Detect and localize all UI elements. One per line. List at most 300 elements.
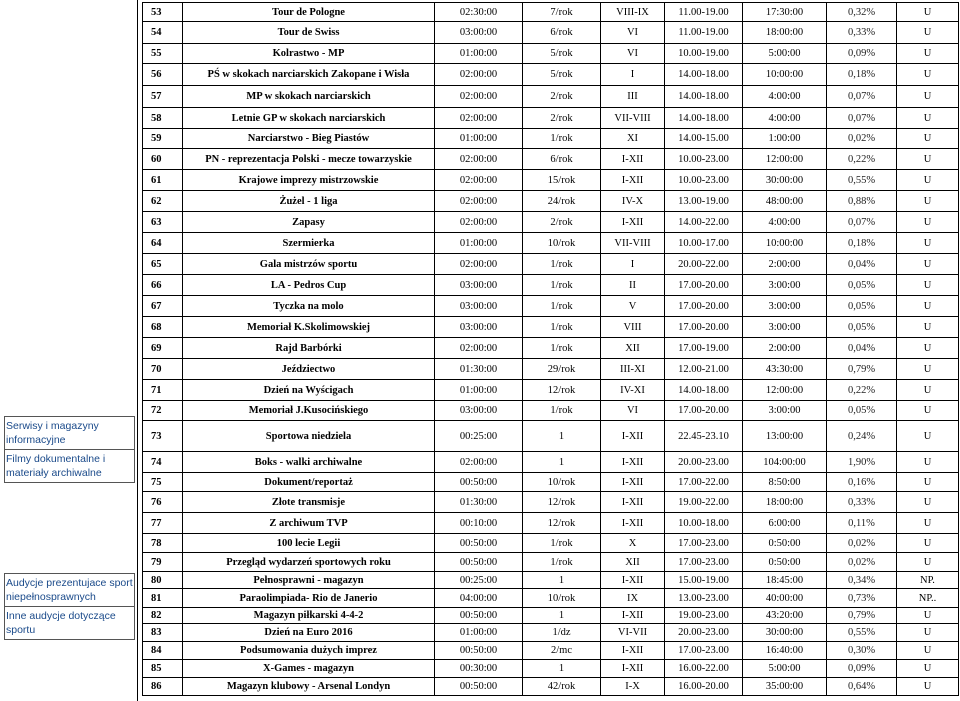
share-percent: 0,04% bbox=[827, 338, 897, 359]
status-code: U bbox=[897, 317, 959, 338]
time-slot: 11.00-19.00 bbox=[665, 3, 743, 22]
row-number: 64 bbox=[143, 233, 183, 254]
duration: 00:10:00 bbox=[435, 513, 523, 534]
months: I-XII bbox=[601, 149, 665, 170]
status-code: U bbox=[897, 473, 959, 492]
months: IV-XI bbox=[601, 380, 665, 401]
status-code: U bbox=[897, 624, 959, 642]
share-percent: 0,33% bbox=[827, 492, 897, 513]
table-row bbox=[143, 678, 959, 696]
program-name: Memoriał K.Skolimowskiej bbox=[183, 317, 435, 338]
months: VI bbox=[601, 44, 665, 64]
months: VIII-IX bbox=[601, 3, 665, 22]
status-code: U bbox=[897, 678, 959, 696]
months: VI bbox=[601, 401, 665, 421]
time-slot: 14.00-18.00 bbox=[665, 108, 743, 129]
row-number: 71 bbox=[143, 380, 183, 401]
frequency: 1/rok bbox=[523, 317, 601, 338]
share-percent: 0,09% bbox=[827, 44, 897, 64]
program-name: Krajowe imprezy mistrzowskie bbox=[183, 170, 435, 191]
total-time: 18:00:00 bbox=[743, 22, 827, 44]
duration: 00:50:00 bbox=[435, 553, 523, 572]
duration: 02:00:00 bbox=[435, 170, 523, 191]
program-name: PN - reprezentacja Polski - mecze towarzyskie bbox=[183, 149, 435, 170]
time-slot: 10.00-23.00 bbox=[665, 149, 743, 170]
months: III bbox=[601, 86, 665, 108]
total-time: 10:00:00 bbox=[743, 233, 827, 254]
total-time: 5:00:00 bbox=[743, 44, 827, 64]
months: I-XII bbox=[601, 473, 665, 492]
total-time: 4:00:00 bbox=[743, 108, 827, 129]
frequency: 12/rok bbox=[523, 513, 601, 534]
total-time: 35:00:00 bbox=[743, 678, 827, 696]
total-time: 3:00:00 bbox=[743, 401, 827, 421]
status-code: U bbox=[897, 401, 959, 421]
months: XII bbox=[601, 338, 665, 359]
duration: 02:00:00 bbox=[435, 108, 523, 129]
category-group-disabled-sport bbox=[4, 573, 135, 640]
time-slot: 13.00-19.00 bbox=[665, 191, 743, 212]
table-row bbox=[143, 296, 959, 317]
row-number: 84 bbox=[143, 642, 183, 660]
category-label: Filmy dokumentalne i materiały archiwalne bbox=[5, 449, 134, 482]
share-percent: 0,05% bbox=[827, 275, 897, 296]
duration: 02:00:00 bbox=[435, 212, 523, 233]
months: VIII bbox=[601, 317, 665, 338]
frequency: 1 bbox=[523, 660, 601, 678]
time-slot: 14.00-18.00 bbox=[665, 64, 743, 86]
share-percent: 1,90% bbox=[827, 452, 897, 473]
share-percent: 0,64% bbox=[827, 678, 897, 696]
frequency: 12/rok bbox=[523, 492, 601, 513]
frequency: 12/rok bbox=[523, 380, 601, 401]
row-number: 69 bbox=[143, 338, 183, 359]
months: I-XII bbox=[601, 642, 665, 660]
frequency: 1/rok bbox=[523, 275, 601, 296]
status-code: U bbox=[897, 108, 959, 129]
share-percent: 0,34% bbox=[827, 572, 897, 589]
frequency: 1/rok bbox=[523, 296, 601, 317]
duration: 04:00:00 bbox=[435, 589, 523, 608]
frequency: 10/rok bbox=[523, 233, 601, 254]
duration: 01:00:00 bbox=[435, 624, 523, 642]
row-number: 60 bbox=[143, 149, 183, 170]
total-time: 5:00:00 bbox=[743, 660, 827, 678]
frequency: 1/dz bbox=[523, 624, 601, 642]
months: VII-VIII bbox=[601, 108, 665, 129]
total-time: 10:00:00 bbox=[743, 64, 827, 86]
category-label: Audycje prezentujace sport niepełnosprawnych bbox=[6, 577, 133, 603]
table-row bbox=[143, 380, 959, 401]
time-slot: 20.00-22.00 bbox=[665, 254, 743, 275]
row-number: 72 bbox=[143, 401, 183, 421]
program-name: Dokument/reportaż bbox=[183, 473, 435, 492]
program-name: Letnie GP w skokach narciarskich bbox=[183, 108, 435, 129]
status-code: U bbox=[897, 492, 959, 513]
program-name: Boks - walki archiwalne bbox=[183, 452, 435, 473]
frequency: 1/rok bbox=[523, 534, 601, 553]
time-slot: 17.00-22.00 bbox=[665, 473, 743, 492]
time-slot: 15.00-19.00 bbox=[665, 572, 743, 589]
row-number: 63 bbox=[143, 212, 183, 233]
total-time: 30:00:00 bbox=[743, 624, 827, 642]
program-name: Sportowa niedziela bbox=[183, 421, 435, 452]
months: VII-VIII bbox=[601, 233, 665, 254]
total-time: 18:00:00 bbox=[743, 492, 827, 513]
table-row bbox=[143, 212, 959, 233]
months: I bbox=[601, 64, 665, 86]
table-row bbox=[143, 191, 959, 212]
program-name: Memoriał J.Kusocińskiego bbox=[183, 401, 435, 421]
share-percent: 0,07% bbox=[827, 86, 897, 108]
program-name: Złote transmisje bbox=[183, 492, 435, 513]
frequency: 1/rok bbox=[523, 401, 601, 421]
months: VI bbox=[601, 22, 665, 44]
time-slot: 14.00-15.00 bbox=[665, 129, 743, 149]
total-time: 2:00:00 bbox=[743, 254, 827, 275]
share-percent: 0,02% bbox=[827, 553, 897, 572]
months: I-XII bbox=[601, 421, 665, 452]
time-slot: 10.00-19.00 bbox=[665, 44, 743, 64]
status-code: U bbox=[897, 359, 959, 380]
table-row bbox=[143, 401, 959, 421]
total-time: 3:00:00 bbox=[743, 275, 827, 296]
table-row bbox=[143, 534, 959, 553]
share-percent: 0,22% bbox=[827, 380, 897, 401]
row-number: 67 bbox=[143, 296, 183, 317]
duration: 02:00:00 bbox=[435, 191, 523, 212]
duration: 01:30:00 bbox=[435, 359, 523, 380]
duration: 02:00:00 bbox=[435, 452, 523, 473]
table-row bbox=[143, 170, 959, 191]
share-percent: 0,22% bbox=[827, 149, 897, 170]
share-percent: 0,11% bbox=[827, 513, 897, 534]
duration: 00:25:00 bbox=[435, 572, 523, 589]
duration: 01:00:00 bbox=[435, 44, 523, 64]
duration: 02:30:00 bbox=[435, 3, 523, 22]
time-slot: 14.00-18.00 bbox=[665, 380, 743, 401]
program-name: Szermierka bbox=[183, 233, 435, 254]
table-row bbox=[143, 513, 959, 534]
duration: 02:00:00 bbox=[435, 254, 523, 275]
frequency: 24/rok bbox=[523, 191, 601, 212]
frequency: 7/rok bbox=[523, 3, 601, 22]
total-time: 6:00:00 bbox=[743, 513, 827, 534]
share-percent: 0,88% bbox=[827, 191, 897, 212]
frequency: 2/rok bbox=[523, 212, 601, 233]
table-row bbox=[143, 492, 959, 513]
frequency: 1/rok bbox=[523, 553, 601, 572]
row-number: 77 bbox=[143, 513, 183, 534]
program-name: Przegląd wydarzeń sportowych roku bbox=[183, 553, 435, 572]
row-number: 53 bbox=[143, 3, 183, 22]
status-code: U bbox=[897, 660, 959, 678]
duration: 01:30:00 bbox=[435, 492, 523, 513]
duration: 00:50:00 bbox=[435, 473, 523, 492]
status-code: U bbox=[897, 608, 959, 624]
table-row bbox=[143, 233, 959, 254]
program-name: Tyczka na molo bbox=[183, 296, 435, 317]
total-time: 18:45:00 bbox=[743, 572, 827, 589]
duration: 02:00:00 bbox=[435, 86, 523, 108]
months: I-XII bbox=[601, 170, 665, 191]
row-number: 85 bbox=[143, 660, 183, 678]
months: I-XII bbox=[601, 608, 665, 624]
duration: 01:00:00 bbox=[435, 129, 523, 149]
time-slot: 10.00-17.00 bbox=[665, 233, 743, 254]
share-percent: 0,09% bbox=[827, 660, 897, 678]
duration: 00:50:00 bbox=[435, 608, 523, 624]
total-time: 43:20:00 bbox=[743, 608, 827, 624]
program-name: Jeździectwo bbox=[183, 359, 435, 380]
duration: 00:50:00 bbox=[435, 678, 523, 696]
frequency: 1 bbox=[523, 572, 601, 589]
status-code: U bbox=[897, 191, 959, 212]
share-percent: 0,05% bbox=[827, 317, 897, 338]
program-name: Żużel - 1 liga bbox=[183, 191, 435, 212]
frequency: 2/mc bbox=[523, 642, 601, 660]
frequency: 1/rok bbox=[523, 254, 601, 275]
table-row bbox=[143, 572, 959, 589]
share-percent: 0,32% bbox=[827, 3, 897, 22]
status-code: U bbox=[897, 129, 959, 149]
time-slot: 17.00-23.00 bbox=[665, 534, 743, 553]
table-row bbox=[143, 473, 959, 492]
total-time: 4:00:00 bbox=[743, 212, 827, 233]
time-slot: 17.00-20.00 bbox=[665, 275, 743, 296]
duration: 02:00:00 bbox=[435, 338, 523, 359]
time-slot: 20.00-23.00 bbox=[665, 624, 743, 642]
months: XII bbox=[601, 553, 665, 572]
time-slot: 19.00-22.00 bbox=[665, 492, 743, 513]
frequency: 5/rok bbox=[523, 64, 601, 86]
status-code: U bbox=[897, 86, 959, 108]
status-code: U bbox=[897, 380, 959, 401]
share-percent: 0,79% bbox=[827, 608, 897, 624]
total-time: 30:00:00 bbox=[743, 170, 827, 191]
duration: 00:25:00 bbox=[435, 421, 523, 452]
program-name: Paraolimpiada- Rio de Janerio bbox=[183, 589, 435, 608]
table-row bbox=[143, 589, 959, 608]
share-percent: 0,02% bbox=[827, 129, 897, 149]
total-time: 48:00:00 bbox=[743, 191, 827, 212]
program-name: Magazyn klubowy - Arsenal Londyn bbox=[183, 678, 435, 696]
months: I-XII bbox=[601, 212, 665, 233]
program-name: MP w skokach narciarskich bbox=[183, 86, 435, 108]
share-percent: 0,07% bbox=[827, 212, 897, 233]
table-row bbox=[143, 275, 959, 296]
table-row bbox=[143, 452, 959, 473]
months: IV-X bbox=[601, 191, 665, 212]
duration: 00:50:00 bbox=[435, 642, 523, 660]
program-table bbox=[142, 2, 959, 696]
months: V bbox=[601, 296, 665, 317]
row-number: 83 bbox=[143, 624, 183, 642]
row-number: 74 bbox=[143, 452, 183, 473]
share-percent: 0,05% bbox=[827, 401, 897, 421]
frequency: 42/rok bbox=[523, 678, 601, 696]
table-row bbox=[143, 254, 959, 275]
duration: 02:00:00 bbox=[435, 149, 523, 170]
table-row bbox=[143, 149, 959, 170]
table-row bbox=[143, 22, 959, 44]
months: IX bbox=[601, 589, 665, 608]
total-time: 12:00:00 bbox=[743, 149, 827, 170]
status-code: U bbox=[897, 296, 959, 317]
status-code: U bbox=[897, 3, 959, 22]
status-code: U bbox=[897, 149, 959, 170]
duration: 00:50:00 bbox=[435, 534, 523, 553]
months: VI-VII bbox=[601, 624, 665, 642]
time-slot: 14.00-22.00 bbox=[665, 212, 743, 233]
program-name: X-Games - magazyn bbox=[183, 660, 435, 678]
program-name: 100 lecie Legii bbox=[183, 534, 435, 553]
program-name: Narciarstwo - Bieg Piastów bbox=[183, 129, 435, 149]
time-slot: 12.00-21.00 bbox=[665, 359, 743, 380]
total-time: 43:30:00 bbox=[743, 359, 827, 380]
table-row bbox=[143, 3, 959, 22]
share-percent: 0,73% bbox=[827, 589, 897, 608]
program-name: Tour de Swiss bbox=[183, 22, 435, 44]
time-slot: 14.00-18.00 bbox=[665, 86, 743, 108]
row-number: 65 bbox=[143, 254, 183, 275]
time-slot: 13.00-23.00 bbox=[665, 589, 743, 608]
time-slot: 22.45-23.10 bbox=[665, 421, 743, 452]
status-code: NP. bbox=[897, 572, 959, 589]
time-slot: 10.00-23.00 bbox=[665, 170, 743, 191]
table-row bbox=[143, 553, 959, 572]
frequency: 1 bbox=[523, 452, 601, 473]
row-number: 75 bbox=[143, 473, 183, 492]
duration: 03:00:00 bbox=[435, 317, 523, 338]
share-percent: 0,02% bbox=[827, 534, 897, 553]
status-code: U bbox=[897, 212, 959, 233]
months: I-XII bbox=[601, 492, 665, 513]
frequency: 5/rok bbox=[523, 44, 601, 64]
table-row bbox=[143, 608, 959, 624]
status-code: U bbox=[897, 534, 959, 553]
program-name: Pełnosprawni - magazyn bbox=[183, 572, 435, 589]
row-number: 73 bbox=[143, 421, 183, 452]
category-group-news-archive bbox=[4, 416, 135, 483]
table-row bbox=[143, 129, 959, 149]
total-time: 16:40:00 bbox=[743, 642, 827, 660]
total-time: 3:00:00 bbox=[743, 296, 827, 317]
time-slot: 17.00-23.00 bbox=[665, 642, 743, 660]
share-percent: 0,05% bbox=[827, 296, 897, 317]
time-slot: 16.00-22.00 bbox=[665, 660, 743, 678]
table-row bbox=[143, 64, 959, 86]
row-number: 59 bbox=[143, 129, 183, 149]
months: I bbox=[601, 254, 665, 275]
table-row bbox=[143, 44, 959, 64]
program-name: Z archiwum TVP bbox=[183, 513, 435, 534]
table-row bbox=[143, 338, 959, 359]
row-number: 58 bbox=[143, 108, 183, 129]
program-name: LA - Pedros Cup bbox=[183, 275, 435, 296]
program-name: Kolrastwo - MP bbox=[183, 44, 435, 64]
program-name: Rajd Barbórki bbox=[183, 338, 435, 359]
total-time: 12:00:00 bbox=[743, 380, 827, 401]
duration: 03:00:00 bbox=[435, 296, 523, 317]
row-number: 55 bbox=[143, 44, 183, 64]
share-percent: 0,16% bbox=[827, 473, 897, 492]
status-code: U bbox=[897, 553, 959, 572]
share-percent: 0,79% bbox=[827, 359, 897, 380]
row-number: 62 bbox=[143, 191, 183, 212]
program-name: Podsumowania dużych imprez bbox=[183, 642, 435, 660]
row-number: 61 bbox=[143, 170, 183, 191]
time-slot: 19.00-23.00 bbox=[665, 608, 743, 624]
months: I-XII bbox=[601, 452, 665, 473]
months: II bbox=[601, 275, 665, 296]
status-code: U bbox=[897, 275, 959, 296]
total-time: 4:00:00 bbox=[743, 86, 827, 108]
frequency: 1 bbox=[523, 421, 601, 452]
row-number: 78 bbox=[143, 534, 183, 553]
table-row bbox=[143, 660, 959, 678]
time-slot: 17.00-20.00 bbox=[665, 401, 743, 421]
total-time: 104:00:00 bbox=[743, 452, 827, 473]
time-slot: 11.00-19.00 bbox=[665, 22, 743, 44]
table-row bbox=[143, 624, 959, 642]
category-label: Inne audycje dotyczące sportu bbox=[5, 606, 134, 639]
status-code: U bbox=[897, 64, 959, 86]
time-slot: 16.00-20.00 bbox=[665, 678, 743, 696]
category-sidebar bbox=[0, 0, 138, 701]
share-percent: 0,18% bbox=[827, 233, 897, 254]
frequency: 2/rok bbox=[523, 108, 601, 129]
status-code: U bbox=[897, 421, 959, 452]
months: I-X bbox=[601, 678, 665, 696]
duration: 02:00:00 bbox=[435, 64, 523, 86]
program-name: PŚ w skokach narciarskich Zakopane i Wisła bbox=[183, 64, 435, 86]
frequency: 6/rok bbox=[523, 22, 601, 44]
time-slot: 20.00-23.00 bbox=[665, 452, 743, 473]
category-label: Serwisy i magazyny informacyjne bbox=[6, 420, 99, 446]
row-number: 80 bbox=[143, 572, 183, 589]
share-percent: 0,18% bbox=[827, 64, 897, 86]
frequency: 1 bbox=[523, 608, 601, 624]
status-code: U bbox=[897, 44, 959, 64]
time-slot: 17.00-19.00 bbox=[665, 338, 743, 359]
total-time: 0:50:00 bbox=[743, 553, 827, 572]
program-name: Dzień na Euro 2016 bbox=[183, 624, 435, 642]
status-code: U bbox=[897, 22, 959, 44]
frequency: 2/rok bbox=[523, 86, 601, 108]
duration: 03:00:00 bbox=[435, 401, 523, 421]
share-percent: 0,30% bbox=[827, 642, 897, 660]
status-code: U bbox=[897, 233, 959, 254]
duration: 00:30:00 bbox=[435, 660, 523, 678]
row-number: 82 bbox=[143, 608, 183, 624]
total-time: 0:50:00 bbox=[743, 534, 827, 553]
table-row bbox=[143, 359, 959, 380]
program-table-body bbox=[143, 3, 959, 696]
duration: 03:00:00 bbox=[435, 22, 523, 44]
row-number: 54 bbox=[143, 22, 183, 44]
status-code: U bbox=[897, 254, 959, 275]
total-time: 13:00:00 bbox=[743, 421, 827, 452]
row-number: 66 bbox=[143, 275, 183, 296]
total-time: 1:00:00 bbox=[743, 129, 827, 149]
share-percent: 0,55% bbox=[827, 624, 897, 642]
program-name: Tour de Pologne bbox=[183, 3, 435, 22]
row-number: 70 bbox=[143, 359, 183, 380]
frequency: 15/rok bbox=[523, 170, 601, 191]
table-row bbox=[143, 421, 959, 452]
table-row bbox=[143, 108, 959, 129]
